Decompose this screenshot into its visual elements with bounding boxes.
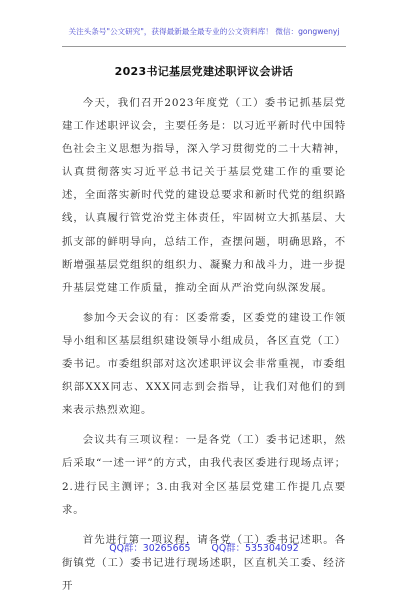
paragraph-4: 首先进行第一项议程，请各党（工）委书记述职。各街镇党（工）委书记进行现场述职，区直机关工委、经济开 (62, 533, 346, 592)
footer-contacts (0, 540, 408, 554)
document-title: 2023书记基层党建述职评议会讲话 (114, 65, 294, 78)
document-body (62, 92, 346, 598)
footer-qq-group-2: QQ群：535304092 (211, 543, 299, 554)
paragraph-3: 会议共有三项议程：一是各党（工）委书记述职，然后采取“一述一评”的方式，由我代表区委进行现场点评；2.进行民主测评；3.由我对全区基层党建工作提几点要求。 (62, 434, 346, 516)
paragraph-2: 参加今天会议的有：区委常委，区委党的建设工作领导小组和区基层组织建设领导小组成员，各区直党（工）委书记。市委组织部对这次述职评议会非常重视，市委组织部XXX同志、XXX同志到会指导，让我们对他们的到来表示热烈欢迎。 (62, 311, 346, 417)
footer-qq-group-1: QQ群：30265665 (109, 543, 191, 554)
header-note: 关注头条号"公文研究"，获得最新最全最专业的公文资料库！ 微信：gongwenyj (68, 27, 340, 36)
paragraph-1: 今天，我们召开2023年度党（工）委书记抓基层党建工作述职评议会，主要任务是：以习近平新时代中国特色社会主义思想为指导，深入学习贯彻党的二十大精神，认真贯彻落实习近平总书记关于基层党建工作的重要论述，全面落实新时代党的建设总要求和新时代党的组织路线，认真履行管党治党主体责任，牢固树立大抓基层、大抓支部的鲜明导向，总结工作，查摆问题，明确思路，不断增强基层党组织的组织力、凝聚力和战斗力，进一步提升基层党建工作质量，推动全面从严治党向纵深发展。 (62, 97, 346, 294)
header-divider (62, 46, 346, 47)
